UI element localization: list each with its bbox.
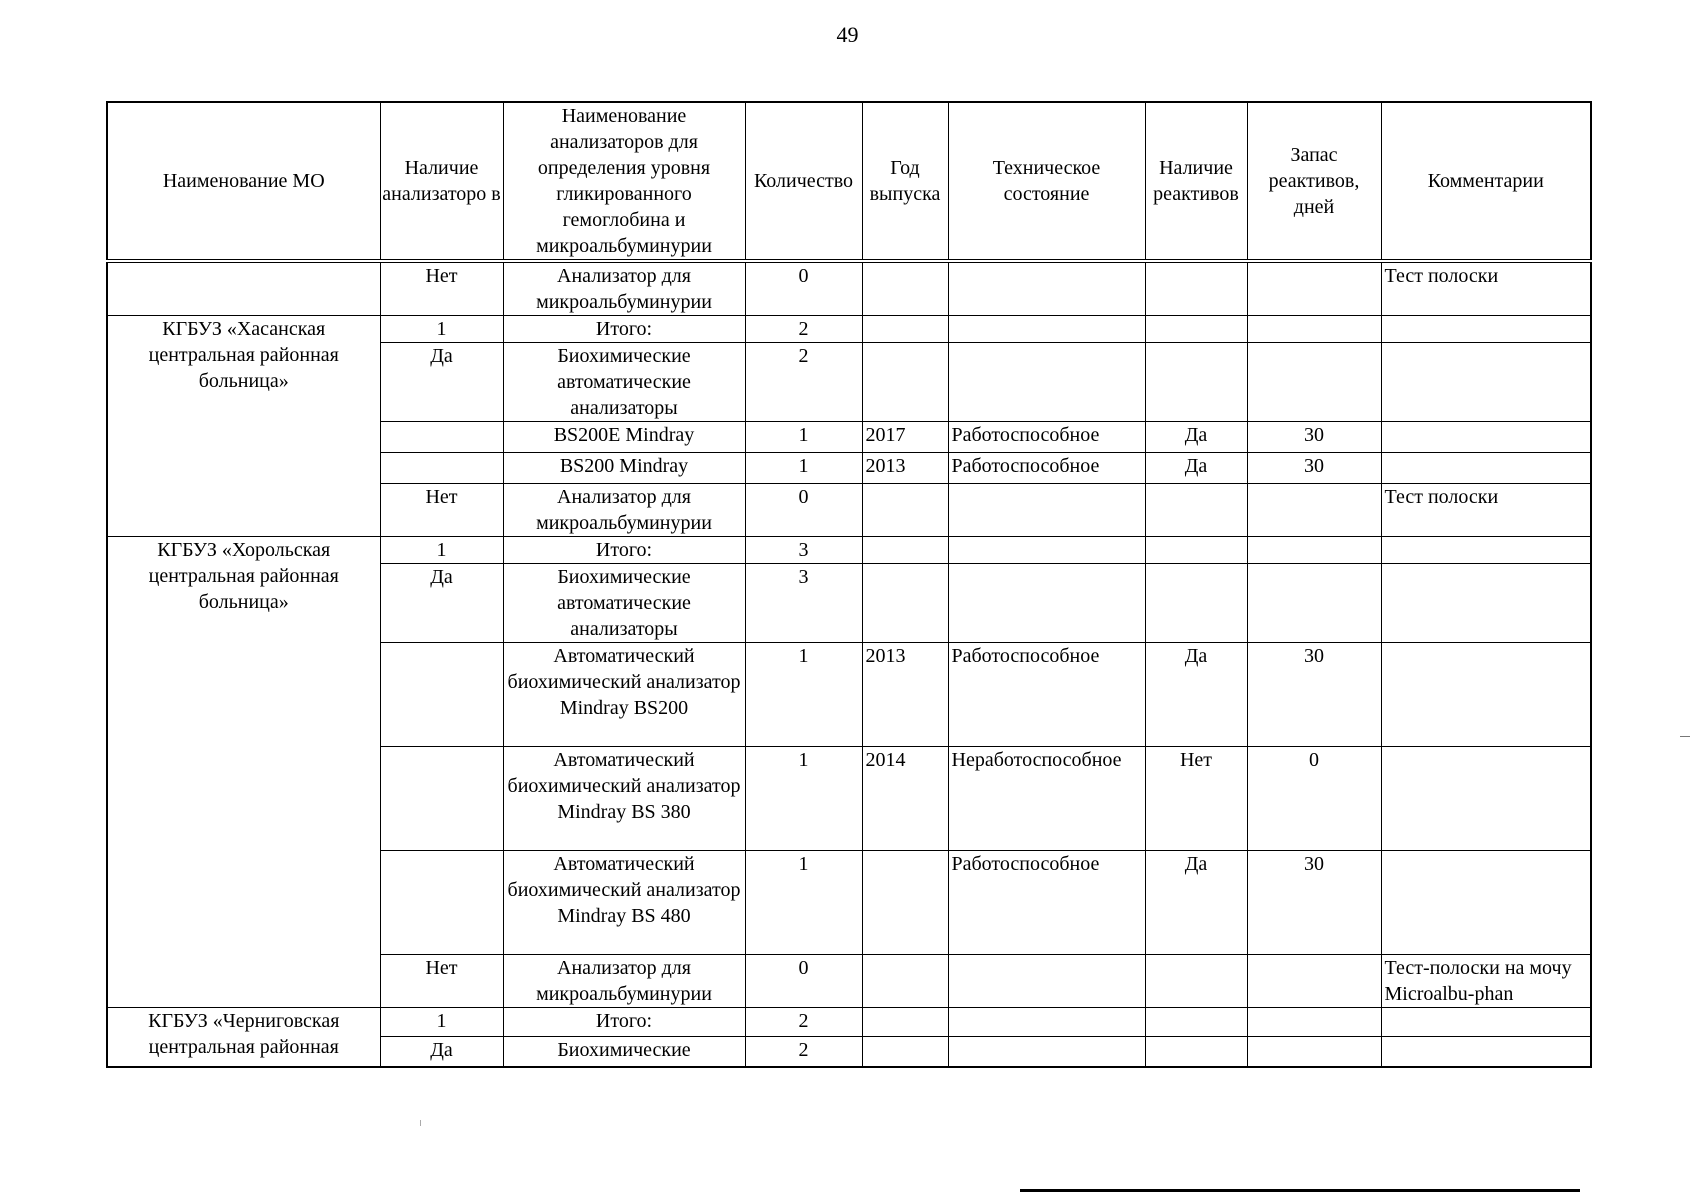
row-quantity: 2 <box>745 343 862 422</box>
row-state <box>948 316 1145 343</box>
row-state: Работоспособное <box>948 643 1145 747</box>
footer-rule <box>1020 1189 1580 1192</box>
scan-speck <box>420 1120 421 1126</box>
row-state <box>948 1037 1145 1067</box>
row-quantity: 3 <box>745 564 862 643</box>
row-presence <box>380 453 503 484</box>
row-comment <box>1381 1008 1591 1037</box>
row-comment <box>1381 537 1591 564</box>
row-quantity: 1 <box>745 453 862 484</box>
row-state: Неработоспособное <box>948 747 1145 851</box>
row-presence: Да <box>380 564 503 643</box>
row-analyzer-name: Итого: <box>503 316 745 343</box>
row-reagents <box>1145 1008 1247 1037</box>
row-analyzer-name: Биохимические <box>503 1037 745 1067</box>
row-quantity: 0 <box>745 261 862 316</box>
row-stock: 30 <box>1247 453 1381 484</box>
row-quantity: 0 <box>745 955 862 1008</box>
row-presence: Нет <box>380 484 503 537</box>
table-row <box>107 537 1591 564</box>
row-analyzer-name: BS200E Mindray <box>503 422 745 453</box>
row-presence: 1 <box>380 537 503 564</box>
row-quantity: 1 <box>745 747 862 851</box>
row-mo-name <box>107 261 380 316</box>
row-comment <box>1381 316 1591 343</box>
row-year: 2013 <box>862 643 948 747</box>
row-state <box>948 564 1145 643</box>
row-year: 2014 <box>862 747 948 851</box>
row-reagents: Нет <box>1145 747 1247 851</box>
row-year <box>862 261 948 316</box>
header-state: Техническое состояние <box>948 102 1145 261</box>
row-quantity: 3 <box>745 537 862 564</box>
row-stock <box>1247 955 1381 1008</box>
row-analyzer-name: Автоматический биохимический анализатор Mindray BS 480 <box>503 851 745 955</box>
row-mo-name: КГБУЗ «Хасанская центральная районная больница» <box>107 316 380 537</box>
row-presence <box>380 747 503 851</box>
row-presence: Да <box>380 343 503 422</box>
row-quantity: 2 <box>745 1008 862 1037</box>
row-reagents <box>1145 316 1247 343</box>
row-reagents: Да <box>1145 851 1247 955</box>
row-comment <box>1381 747 1591 851</box>
row-state <box>948 484 1145 537</box>
row-analyzer-name: Биохимические автоматические анализаторы <box>503 564 745 643</box>
row-reagents <box>1145 537 1247 564</box>
row-quantity: 1 <box>745 643 862 747</box>
row-year <box>862 955 948 1008</box>
header-quantity: Количество <box>745 102 862 261</box>
row-stock <box>1247 343 1381 422</box>
header-comments: Комментарии <box>1381 102 1591 261</box>
row-analyzer-name: Анализатор для микроальбуминурии <box>503 484 745 537</box>
row-mo-name: КГБУЗ «Черниговская центральная районная <box>107 1008 380 1067</box>
row-analyzer-name: BS200 Mindray <box>503 453 745 484</box>
row-reagents: Да <box>1145 453 1247 484</box>
row-reagents <box>1145 484 1247 537</box>
row-comment <box>1381 1037 1591 1067</box>
row-state <box>948 261 1145 316</box>
row-presence: Нет <box>380 261 503 316</box>
row-stock <box>1247 1037 1381 1067</box>
row-analyzer-name: Автоматический биохимический анализатор Mindray BS200 <box>503 643 745 747</box>
row-analyzer-name: Автоматический биохимический анализатор Mindray BS 380 <box>503 747 745 851</box>
row-state: Работоспособное <box>948 422 1145 453</box>
row-stock <box>1247 316 1381 343</box>
row-stock <box>1247 1008 1381 1037</box>
row-year <box>862 537 948 564</box>
row-mo-name: КГБУЗ «Хорольская центральная районная больница» <box>107 537 380 1008</box>
header-stock: Запас реактивов, дней <box>1247 102 1381 261</box>
row-state <box>948 537 1145 564</box>
row-stock <box>1247 484 1381 537</box>
row-comment: Тест полоски <box>1381 484 1591 537</box>
row-comment: Тест-полоски на мочу Microalbu-phan <box>1381 955 1591 1008</box>
row-year <box>862 316 948 343</box>
row-analyzer-name: Итого: <box>503 537 745 564</box>
row-analyzer-name: Анализатор для микроальбуминурии <box>503 261 745 316</box>
row-presence <box>380 851 503 955</box>
header-mo-name: Наименование МО <box>107 102 380 261</box>
row-analyzer-name: Анализатор для микроальбуминурии <box>503 955 745 1008</box>
analyzers-table <box>106 101 1592 1068</box>
header-presence: Наличие анализаторо в <box>380 102 503 261</box>
row-year <box>862 343 948 422</box>
row-quantity: 1 <box>745 422 862 453</box>
row-quantity: 2 <box>745 316 862 343</box>
row-stock: 0 <box>1247 747 1381 851</box>
row-stock: 30 <box>1247 422 1381 453</box>
row-stock <box>1247 564 1381 643</box>
row-comment <box>1381 564 1591 643</box>
row-analyzer-name: Биохимические автоматические анализаторы <box>503 343 745 422</box>
table-body <box>107 261 1591 1067</box>
row-year <box>862 1008 948 1037</box>
row-comment <box>1381 343 1591 422</box>
table-header-row <box>107 102 1591 261</box>
row-presence: 1 <box>380 316 503 343</box>
row-quantity: 2 <box>745 1037 862 1067</box>
row-reagents <box>1145 564 1247 643</box>
row-year <box>862 564 948 643</box>
row-state <box>948 343 1145 422</box>
row-year <box>862 1037 948 1067</box>
table-row <box>107 1008 1591 1037</box>
row-presence: 1 <box>380 1008 503 1037</box>
scan-speck <box>1680 736 1690 737</box>
row-stock <box>1247 261 1381 316</box>
row-state: Работоспособное <box>948 453 1145 484</box>
row-comment <box>1381 453 1591 484</box>
row-presence <box>380 422 503 453</box>
row-comment <box>1381 851 1591 955</box>
row-stock: 30 <box>1247 643 1381 747</box>
row-comment <box>1381 643 1591 747</box>
row-reagents: Да <box>1145 643 1247 747</box>
row-reagents <box>1145 955 1247 1008</box>
table-row <box>107 261 1591 316</box>
row-stock <box>1247 537 1381 564</box>
page-number: 49 <box>836 22 859 47</box>
row-state <box>948 955 1145 1008</box>
row-presence: Да <box>380 1037 503 1067</box>
header-reagents: Наличие реактивов <box>1145 102 1247 261</box>
header-analyzer-name: Наименование анализаторов для определения уровня гликированного гемоглобина и микроальбуминурии <box>503 102 745 261</box>
row-presence: Нет <box>380 955 503 1008</box>
row-stock: 30 <box>1247 851 1381 955</box>
row-reagents <box>1145 1037 1247 1067</box>
row-comment <box>1381 422 1591 453</box>
header-year: Год выпуска <box>862 102 948 261</box>
row-comment: Тест полоски <box>1381 261 1591 316</box>
row-state: Работоспособное <box>948 851 1145 955</box>
row-quantity: 0 <box>745 484 862 537</box>
table-row <box>107 316 1591 343</box>
row-year: 2013 <box>862 453 948 484</box>
row-year: 2017 <box>862 422 948 453</box>
row-state <box>948 1008 1145 1037</box>
row-year <box>862 484 948 537</box>
row-quantity: 1 <box>745 851 862 955</box>
row-reagents <box>1145 261 1247 316</box>
row-reagents: Да <box>1145 422 1247 453</box>
row-analyzer-name: Итого: <box>503 1008 745 1037</box>
row-year <box>862 851 948 955</box>
row-reagents <box>1145 343 1247 422</box>
row-presence <box>380 643 503 747</box>
